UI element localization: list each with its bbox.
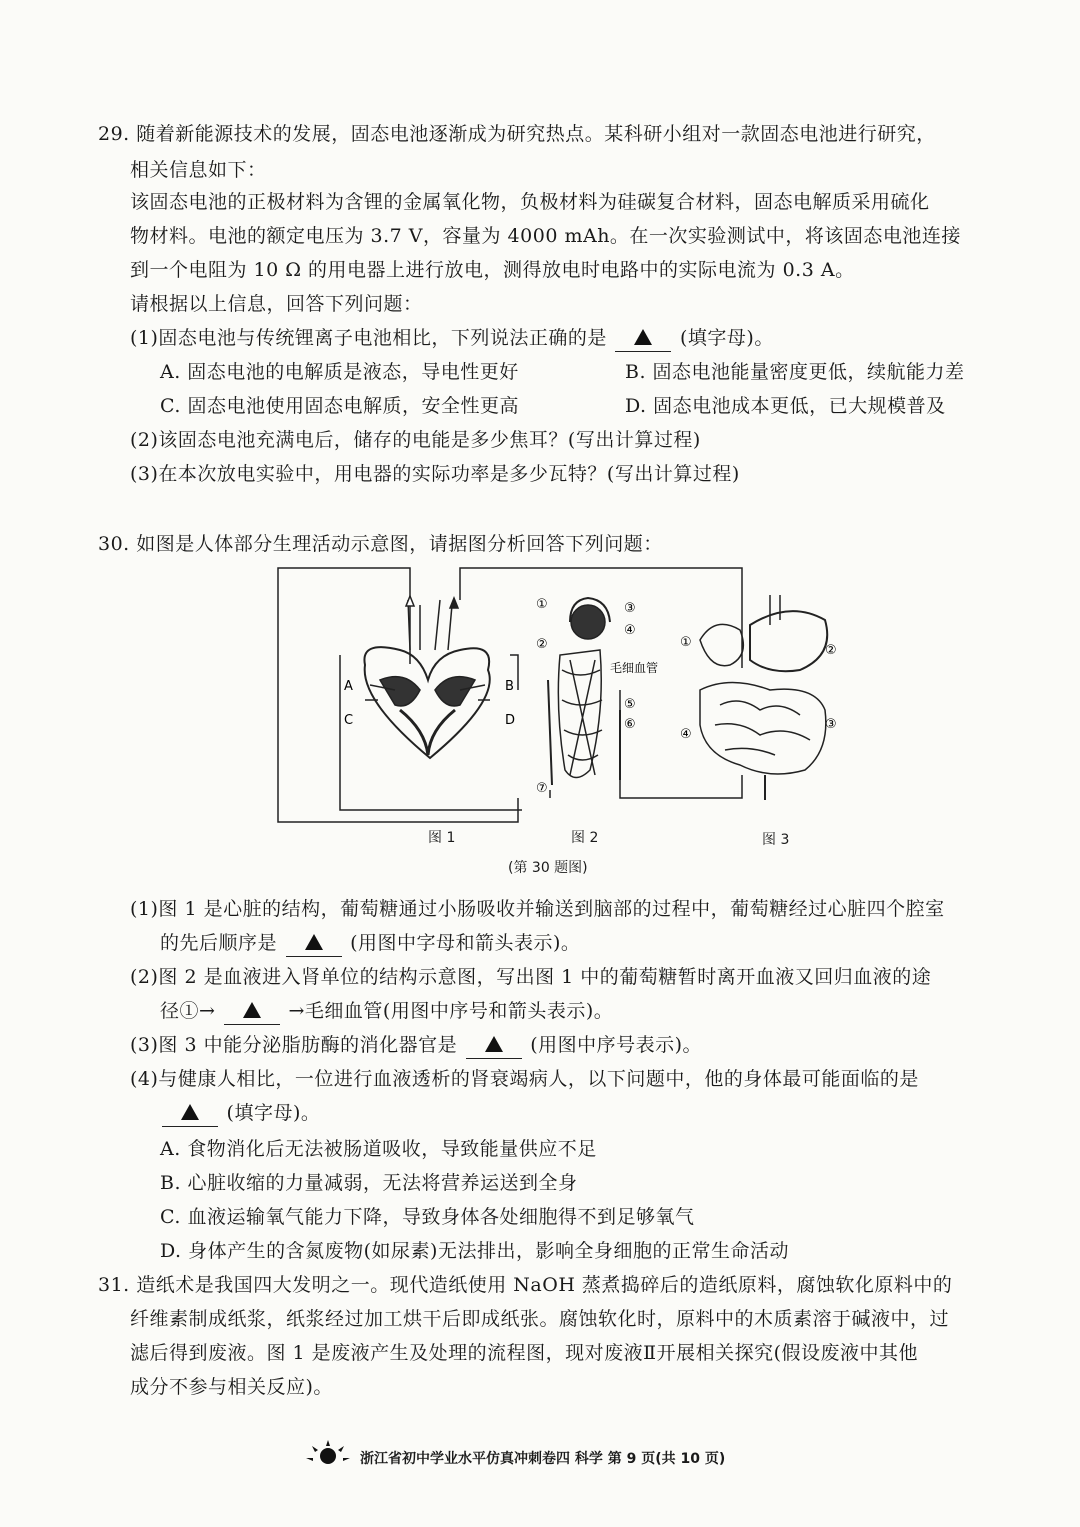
q29-option-c: C. 固态电池使用固态电解质，安全性更高: [160, 395, 519, 417]
label-B: B: [505, 679, 514, 694]
q30-sub4-suffix: (填字母)。: [226, 1102, 321, 1124]
label-A: A: [344, 679, 353, 694]
label-n2: ②: [536, 637, 548, 652]
q29-line-5: 到一个电阻为 10 Ω 的用电器上进行放电，测得放电时电路中的实际电流为 0.3 A。: [130, 259, 855, 281]
fig2-caption: 图 2: [571, 830, 599, 846]
answer-blank[interactable]: [466, 1032, 522, 1059]
q29-sub1-text: (1)固态电池与传统锂离子电池相比，下列说法正确的是: [130, 327, 607, 349]
q30-sub3: [130, 1032, 702, 1059]
label-m2: ②: [825, 643, 837, 658]
triangle-icon: [305, 934, 323, 950]
q30-sub1-line-2: [160, 930, 580, 957]
q30-sub1-line-1: (1)图 1 是心脏的结构，葡萄糖通过小肠吸收并输送到脑部的过程中，葡萄糖经过心脏四个腔室: [130, 898, 945, 920]
vessel-line-right: [620, 690, 742, 798]
label-D: D: [505, 713, 516, 728]
fig1-caption: 图 1: [428, 830, 456, 846]
answer-blank[interactable]: [615, 325, 671, 352]
q31-line-3: 滤后得到废液。图 1 是废液产生及处理的流程图，现对废液Ⅱ开展相关探究(假设废液中其他: [130, 1342, 918, 1364]
q30-sub2-line-2: [160, 998, 613, 1025]
q29-sub2: (2)该固态电池充满电后，储存的电能是多少焦耳？(写出计算过程): [130, 429, 701, 451]
page-footer: [300, 1438, 820, 1488]
q29-line-3: 该固态电池的正极材料为含锂的金属氧化物，负极材料为硅碳复合材料，固态电解质采用硫化: [130, 191, 930, 213]
triangle-icon: [485, 1036, 503, 1052]
label-n1: ①: [536, 597, 548, 612]
q29-sub1-suffix: (填字母)。: [680, 327, 774, 349]
q30-sub3-prefix: (3)图 3 中能分泌脂肪酶的消化器官是: [130, 1034, 458, 1056]
answer-blank[interactable]: [224, 998, 280, 1025]
q29-line-6: 请根据以上信息，回答下列问题：: [130, 293, 423, 315]
q30-option-a: A. 食物消化后无法被肠道吸收，导致能量供应不足: [160, 1138, 597, 1160]
q29-option-b: B. 固态电池能量密度更低，续航能力差: [625, 361, 965, 383]
label-n5: ⑤: [624, 697, 636, 712]
fig3-caption: 图 3: [762, 832, 790, 848]
digestive-diagram: [700, 595, 827, 800]
q29-line-1: 29. 随着新能源技术的发展，固态电池逐渐成为研究热点。某科研小组对一款固态电池进行研究，: [98, 123, 936, 145]
q30-sub4-line-1: (4)与健康人相比，一位进行血液透析的肾衰竭病人，以下问题中，他的身体最可能面临的是: [130, 1068, 919, 1090]
label-m4: ④: [680, 727, 692, 742]
vessel-line-inner: [340, 655, 522, 810]
q30-sub2-line-1: (2)图 2 是血液进入肾单位的结构示意图，写出图 1 中的葡萄糖暂时离开血液又回归血液的途: [130, 966, 932, 988]
label-m3: ③: [825, 717, 837, 732]
label-n7: ⑦: [536, 781, 548, 796]
q29-sub1: [130, 325, 774, 352]
q30-option-c: C. 血液运输氧气能力下降，导致身体各处细胞得不到足够氧气: [160, 1206, 695, 1228]
figure-caption: (第 30 题图): [508, 860, 588, 876]
triangle-icon: [181, 1104, 199, 1120]
q30-sub2-suffix: →毛细血管(用图中序号和箭头表示)。: [288, 1000, 614, 1022]
q30-sub1-prefix: 的先后顺序是: [160, 932, 278, 954]
footer-text: 浙江省初中学业水平仿真冲刺卷四 科学 第 9 页(共 10 页): [360, 1451, 726, 1467]
q30-sub4-line-2: [160, 1100, 320, 1127]
q30-stem: 30. 如图是人体部分生理活动示意图，请据图分析回答下列问题：: [98, 533, 663, 555]
q31-line-4: 成分不参与相关反应)。: [130, 1376, 333, 1398]
nephron-diagram: [548, 598, 620, 798]
label-m1: ①: [680, 635, 692, 650]
q29-line-4: 物材料。电池的额定电压为 3.7 V，容量为 4000 mAh。在一次实验测试中，将该固态电池连接: [130, 225, 961, 247]
q29-sub3: (3)在本次放电实验中，用电器的实际功率是多少瓦特？(写出计算过程): [130, 463, 740, 485]
exam-logo-icon: [300, 1438, 356, 1488]
q30-option-d: D. 身体产生的含氮废物(如尿素)无法排出，影响全身细胞的正常生命活动: [160, 1240, 789, 1262]
q29-line-2: 相关信息如下：: [130, 159, 267, 181]
triangle-icon: [634, 329, 652, 345]
q30-sub2-prefix: 径①→: [160, 1000, 216, 1022]
heart-diagram: [364, 596, 490, 758]
label-n3: ③: [624, 601, 636, 616]
q30-sub3-suffix: (用图中序号表示)。: [530, 1034, 703, 1056]
triangle-icon: [243, 1002, 261, 1018]
physiology-figure: [270, 560, 860, 835]
q29-option-d: D. 固态电池成本更低，已大规模普及: [625, 395, 946, 417]
label-C: C: [344, 713, 354, 728]
q29-option-a: A. 固态电池的电解质是液态，导电性更好: [160, 361, 519, 383]
label-n6: ⑥: [624, 717, 636, 732]
label-n4: ④: [624, 623, 636, 638]
q31-line-1: 31. 造纸术是我国四大发明之一。现代造纸使用 NaOH 蒸煮捣碎后的造纸原料，腐蚀软化原料中的: [98, 1274, 953, 1296]
label-capillary: 毛细血管: [610, 661, 659, 675]
answer-blank[interactable]: [162, 1100, 218, 1127]
answer-blank[interactable]: [286, 930, 342, 957]
q31-line-2: 纤维素制成纸浆，纸浆经过加工烘干后即成纸张。腐蚀软化时，原料中的木质素溶于碱液中，过: [130, 1308, 950, 1330]
q30-option-b: B. 心脏收缩的力量减弱，无法将营养运送到全身: [160, 1172, 578, 1194]
q30-sub1-suffix: (用图中字母和箭头表示)。: [350, 932, 581, 954]
